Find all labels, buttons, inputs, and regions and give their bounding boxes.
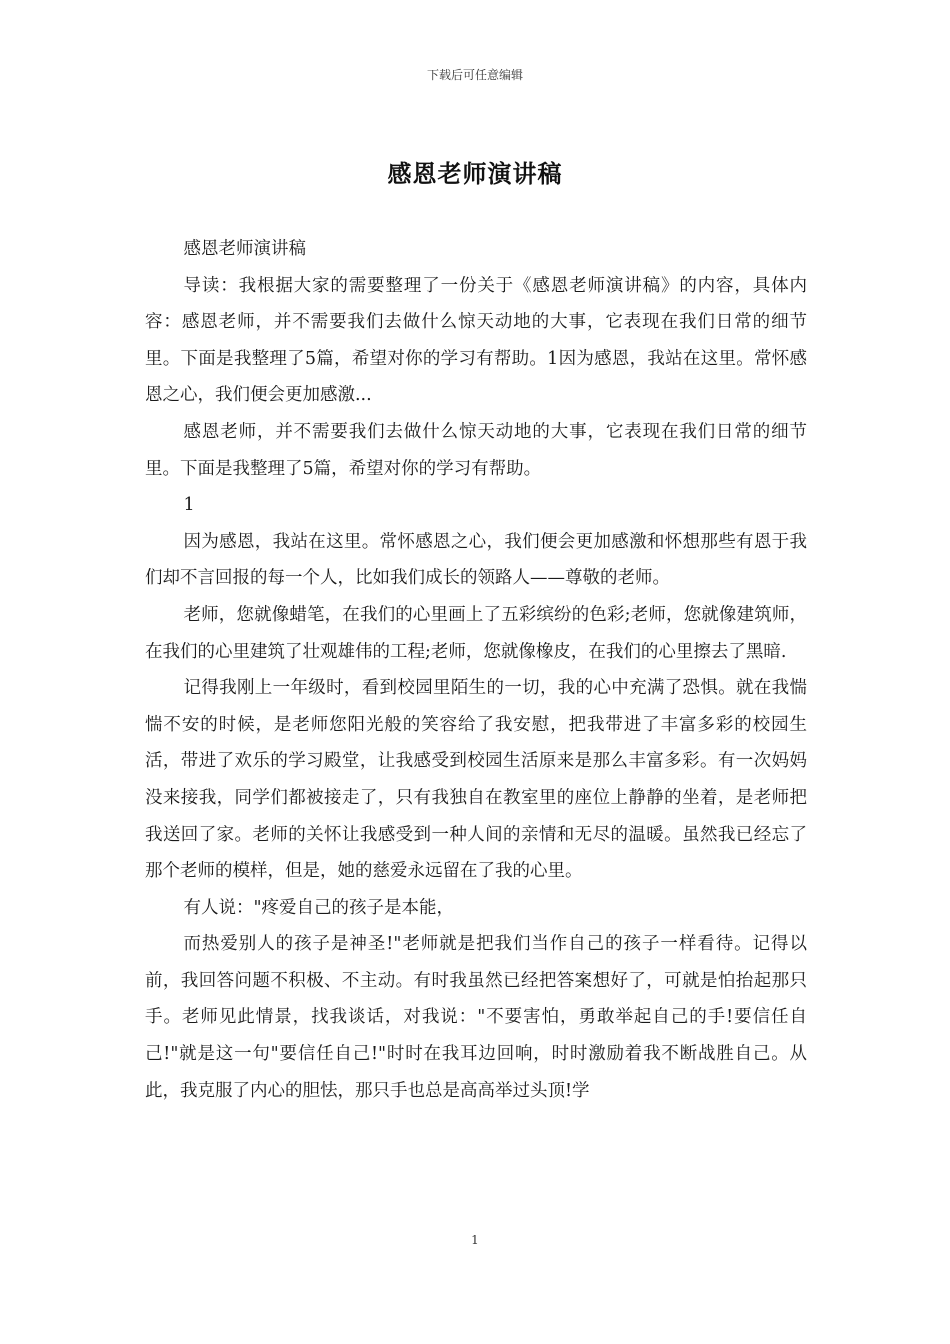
document-title: 感恩老师演讲稿 — [387, 159, 563, 188]
paragraph: 老师，您就像蜡笔，在我们的心里画上了五彩缤纷的色彩;老师，您就像建筑师，在我们的心里建筑了壮观雄伟的工程;老师，您就像橡皮，在我们的心里擦去了黑暗. — [145, 604, 807, 662]
paragraph: 记得我刚上一年级时，看到校园里陌生的一切，我的心中充满了恐惧。就在我惴惴不安的时候，是老师您阳光般的笑容给了我安慰，把我带进了丰富多彩的校园生活，带进了欢乐的学习殿堂，让我感受到校园生活原来是那么丰富多彩。有一次妈妈没来接我，同学们都被接走了，只有我独自在教室里的座位上静静的坐着，是老师把我送回了家。老师的关怀让我感受到一种人间的亲情和无尽的温暖。虽然我已经忘了那个老师的模样，但是，她的慈爱永远留在了我的心里。 — [145, 678, 807, 882]
paragraph: 而热爱别人的孩子是神圣!"老师就是把我们当作自己的孩子一样看待。记得以前，我回答问题不积极、不主动。有时我虽然已经把答案想好了，可就是怕抬起那只手。老师见此情景，找我谈话，对我说："不要害怕，勇敢举起自己的手!要信任自己!"就是这一句"要信任自己!"时时在我耳边回响，时时激励着我不断战胜自己。从此，我克服了内心的胆怯，那只手也总是高高举过头顶!学 — [145, 934, 807, 1101]
paragraph-intro: 导读：我根据大家的需要整理了一份关于《感恩老师演讲稿》的内容，具体内容：感恩老师，并不需要我们去做什么惊天动地的大事，它表现在我们日常的细节里。下面是我整理了5篇，希望对你的学习有帮助。1因为感恩，我站在这里。常怀感恩之心，我们便会更加感激... — [145, 275, 807, 406]
page-number: 1 — [471, 1233, 479, 1247]
paragraph: 有人说："疼爱自己的孩子是本能， — [183, 897, 455, 918]
paragraph-summary: 感恩老师，并不需要我们去做什么惊天动地的大事，它表现在我们日常的细节里。下面是我整理了5篇，希望对你的学习有帮助。 — [145, 421, 807, 479]
document-body — [145, 231, 807, 1109]
header-note: 下载后可任意编辑 — [426, 68, 523, 82]
paragraph: 因为感恩，我站在这里。常怀感恩之心，我们便会更加感激和怀想那些有恩于我们却不言回报的每一个人，比如我们成长的领路人——尊敬的老师。 — [145, 531, 807, 589]
paragraph-subtitle: 感恩老师演讲稿 — [183, 239, 306, 259]
paragraph-section-number: 1 — [183, 495, 195, 516]
